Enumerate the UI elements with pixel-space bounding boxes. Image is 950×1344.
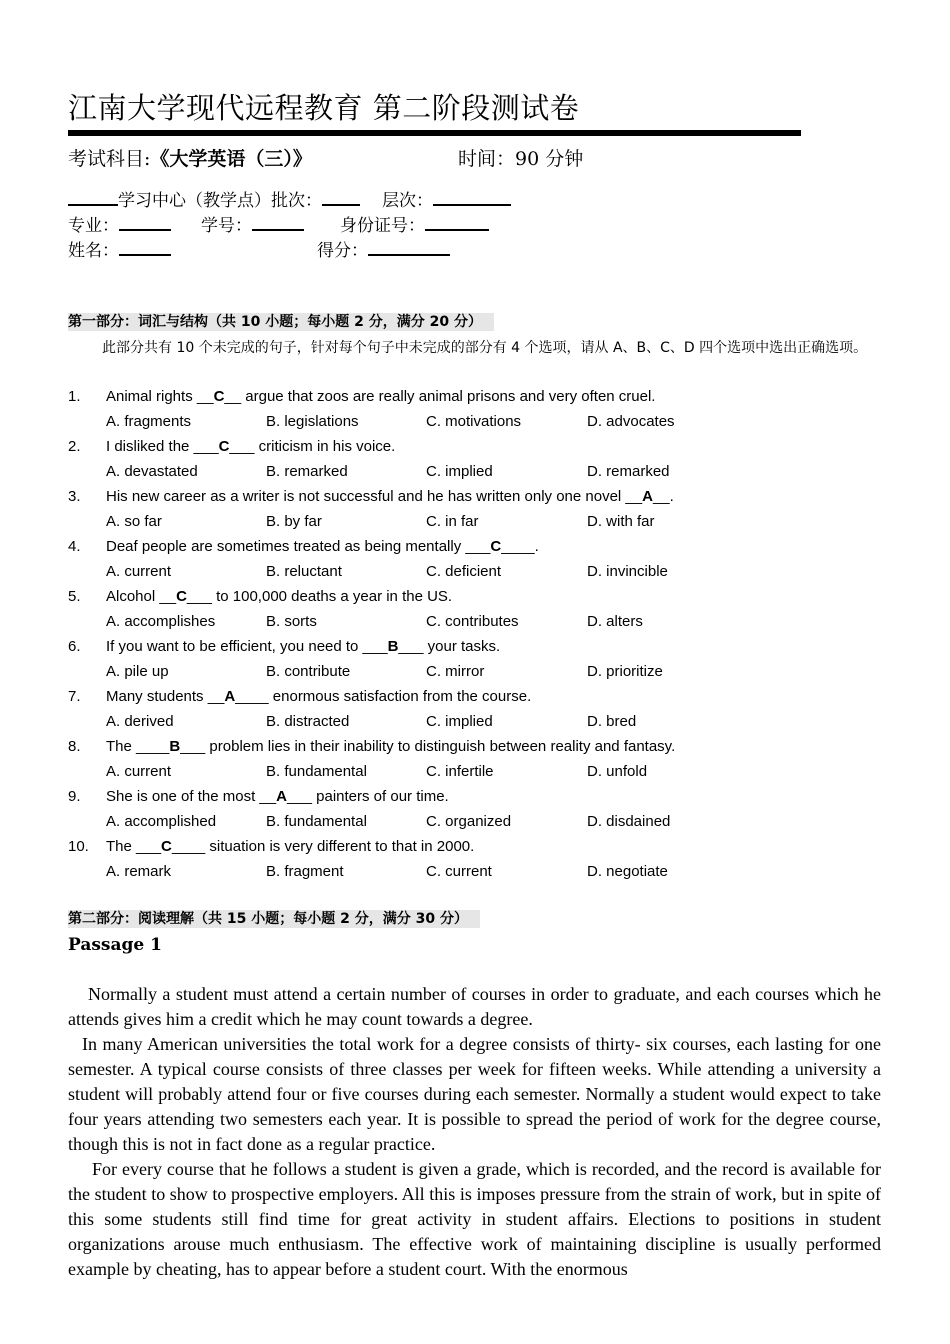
- stem-after-answer: ___ problem lies in their inability to distinguish between reality and fantasy.: [180, 738, 676, 755]
- option-d: D. negotiate: [587, 863, 668, 880]
- passage-paragraph: Normally a student must attend a certain number of courses in order to graduate, and each courses which he attends gives him a credit which he may count towards a degree.: [68, 984, 881, 1029]
- answer-letter: A: [642, 488, 653, 505]
- answer-letter: B: [169, 738, 181, 755]
- stem-after-answer: ____.: [501, 538, 539, 555]
- answer-letter: A: [224, 688, 236, 705]
- option-a: A. accomplished: [106, 813, 217, 830]
- option-c: C. current: [426, 863, 492, 880]
- major-label: 专业：: [68, 216, 119, 236]
- option-c: C. motivations: [426, 413, 522, 430]
- stem-after-answer: __.: [652, 488, 674, 505]
- exam-title: 江南大学现代远程教育 第二阶段测试卷: [68, 91, 580, 125]
- option-d: D. alters: [587, 613, 643, 630]
- option-d: D. disdained: [587, 813, 671, 830]
- exam-time: 时间：90 分钟: [458, 148, 584, 170]
- options-row: [68, 459, 881, 484]
- option-a: A. pile up: [106, 663, 169, 680]
- option-d: D. unfold: [587, 763, 648, 780]
- part2-heading: 第二部分：阅读理解（共 15 小题；每小题 2 分，满分 30 分）: [68, 910, 480, 928]
- option-b: B. fundamental: [266, 813, 367, 830]
- id-card-label: 身份证号：: [340, 216, 425, 236]
- question-stem: [106, 484, 674, 509]
- answer-letter: C: [176, 588, 187, 605]
- question-number: 7.: [68, 688, 81, 705]
- answer-letter: C: [218, 438, 230, 455]
- question-row: [68, 484, 881, 509]
- options-row: [68, 659, 881, 684]
- score-label: 得分：: [317, 241, 368, 261]
- options-row: [68, 409, 881, 434]
- stem-after-answer: ___ to 100,000 deaths a year in the US.: [186, 588, 453, 605]
- question-stem: [106, 634, 500, 659]
- option-a: A. current: [106, 763, 172, 780]
- blank-student-id[interactable]: [252, 211, 304, 231]
- option-a: A. so far: [106, 513, 162, 530]
- question-number: 9.: [68, 788, 81, 805]
- passage-paragraph: In many American universities the total work for a degree consists of thirty- six courses, each lasting for one semester. A typical course consists of three classes per week for fifteen weeks. While attending a university a student will probably attend four or five courses during each semester. Normally a student would expect to take four years attending two semesters each year. It is possible to spread the period of work for the degree course, though this is not in fact done as a regular practice.: [68, 1034, 881, 1154]
- option-b: B. fundamental: [266, 763, 367, 780]
- subject-label: 考试科目:: [68, 148, 151, 170]
- passage-paragraph: For every course that he follows a student is given a grade, which is recorded, and the record is available for the student to show to prospective employers. All this is imposes pressure from the strain of work, but in spite of this some students still find time for great activity in student affairs. Elections to positions in student organizations arouse much enthusiasm. The effective work of maintaining discipline is usually performed example by cheating, has to appear before a student court. With the enormous: [68, 1159, 881, 1279]
- option-c: C. in far: [426, 513, 479, 530]
- question-stem: [106, 534, 539, 559]
- student-id-label: 学号：: [201, 216, 252, 236]
- exam-title-block: [68, 88, 881, 128]
- question-number: 10.: [68, 838, 89, 855]
- title-rule: [68, 130, 801, 136]
- question-number: 8.: [68, 738, 81, 755]
- question-stem: [106, 384, 655, 409]
- stem-before-answer: I disliked the ___: [106, 438, 219, 455]
- part1-heading: 第一部分：词汇与结构（共 10 小题；每小题 2 分，满分 20 分）: [68, 313, 494, 331]
- options-row: [68, 509, 881, 534]
- level-label: 层次：: [382, 191, 433, 211]
- option-b: B. legislations: [266, 413, 359, 430]
- passage-body: [68, 982, 881, 1282]
- question-number: 5.: [68, 588, 81, 605]
- info-row-2: [68, 211, 489, 238]
- part1-intro: 此部分共有 10 个未完成的句子，针对每个句子中未完成的部分有 4 个选项，请从 A、B、C、D 四个选项中选出正确选项。: [102, 340, 868, 356]
- blank-study-center[interactable]: [68, 186, 118, 206]
- stem-after-answer: ___ painters of our time.: [286, 788, 449, 805]
- name-label: 姓名：: [68, 241, 119, 261]
- option-b: B. remarked: [266, 463, 348, 480]
- question-row: [68, 634, 881, 659]
- info-row-1: [68, 186, 511, 213]
- question-number: 2.: [68, 438, 81, 455]
- blank-level[interactable]: [433, 186, 511, 206]
- option-a: A. current: [106, 563, 172, 580]
- answer-letter: A: [276, 788, 287, 805]
- question-number: 6.: [68, 638, 81, 655]
- option-b: B. distracted: [266, 713, 350, 730]
- stem-after-answer: ___ your tasks.: [398, 638, 501, 655]
- stem-after-answer: ____ situation is very different to that in 2000.: [171, 838, 475, 855]
- option-c: C. mirror: [426, 663, 485, 680]
- options-row: [68, 609, 881, 634]
- option-b: B. contribute: [266, 663, 351, 680]
- option-b: B. fragment: [266, 863, 344, 880]
- option-d: D. remarked: [587, 463, 670, 480]
- stem-after-answer: __ argue that zoos are really animal prisons and very often cruel.: [224, 388, 656, 405]
- stem-before-answer: If you want to be efficient, you need to ___: [106, 638, 388, 655]
- option-c: C. implied: [426, 713, 493, 730]
- question-row: [68, 734, 881, 759]
- question-row: [68, 584, 881, 609]
- option-d: D. invincible: [587, 563, 668, 580]
- question-stem: [106, 434, 395, 459]
- stem-after-answer: ___ criticism in his voice.: [229, 438, 396, 455]
- question-row: [68, 684, 881, 709]
- stem-before-answer: The ____: [106, 738, 170, 755]
- stem-before-answer: The ___: [106, 838, 162, 855]
- question-number: 4.: [68, 538, 81, 555]
- option-d: D. with far: [587, 513, 655, 530]
- option-a: A. derived: [106, 713, 174, 730]
- option-c: C. deficient: [426, 563, 502, 580]
- question-row: [68, 784, 881, 809]
- stem-before-answer: She is one of the most __: [106, 788, 277, 805]
- stem-before-answer: His new career as a writer is not successful and he has written only one novel __: [106, 488, 643, 505]
- subject-name: 《大学英语（三）》: [150, 148, 312, 170]
- option-a: A. accomplishes: [106, 613, 216, 630]
- question-row: [68, 534, 881, 559]
- option-a: A. fragments: [106, 413, 192, 430]
- question-stem: [106, 584, 452, 609]
- blank-id-card[interactable]: [425, 211, 489, 231]
- question-row: [68, 434, 881, 459]
- options-row: [68, 809, 881, 834]
- option-a: A. devastated: [106, 463, 198, 480]
- subject-line: [68, 145, 584, 173]
- question-list: [68, 384, 881, 884]
- blank-batch[interactable]: [322, 186, 360, 206]
- option-c: C. infertile: [426, 763, 494, 780]
- answer-letter: C: [490, 538, 502, 555]
- options-row: [68, 559, 881, 584]
- stem-after-answer: ____ enormous satisfaction from the course.: [235, 688, 532, 705]
- blank-major[interactable]: [119, 211, 171, 231]
- option-d: D. prioritize: [587, 663, 663, 680]
- question-stem: [106, 834, 474, 859]
- options-row: [68, 759, 881, 784]
- answer-letter: B: [387, 638, 399, 655]
- option-d: D. bred: [587, 713, 637, 730]
- options-row: [68, 859, 881, 884]
- option-a: A. remark: [106, 863, 172, 880]
- options-row: [68, 709, 881, 734]
- study-center-label: 学习中心（教学点）批次：: [118, 191, 322, 211]
- question-row: [68, 384, 881, 409]
- option-b: B. by far: [266, 513, 322, 530]
- info-row-3: [68, 236, 450, 263]
- passage-title: Passage 1: [68, 935, 162, 955]
- question-number: 3.: [68, 488, 81, 505]
- stem-before-answer: Deaf people are sometimes treated as being mentally ___: [106, 538, 491, 555]
- option-c: C. contributes: [426, 613, 519, 630]
- answer-letter: C: [213, 388, 225, 405]
- option-b: B. reluctant: [266, 563, 342, 580]
- question-stem: [106, 734, 675, 759]
- stem-before-answer: Alcohol __: [106, 588, 177, 605]
- option-b: B. sorts: [266, 613, 317, 630]
- question-row: [68, 834, 881, 859]
- blank-score[interactable]: [368, 236, 450, 256]
- stem-before-answer: Many students __: [106, 688, 225, 705]
- answer-letter: C: [161, 838, 172, 855]
- option-d: D. advocates: [587, 413, 675, 430]
- question-number: 1.: [68, 388, 81, 405]
- question-stem: [106, 684, 531, 709]
- option-c: C. organized: [426, 813, 512, 830]
- stem-before-answer: Animal rights __: [106, 388, 214, 405]
- option-c: C. implied: [426, 463, 493, 480]
- blank-name[interactable]: [119, 236, 171, 256]
- question-stem: [106, 784, 449, 809]
